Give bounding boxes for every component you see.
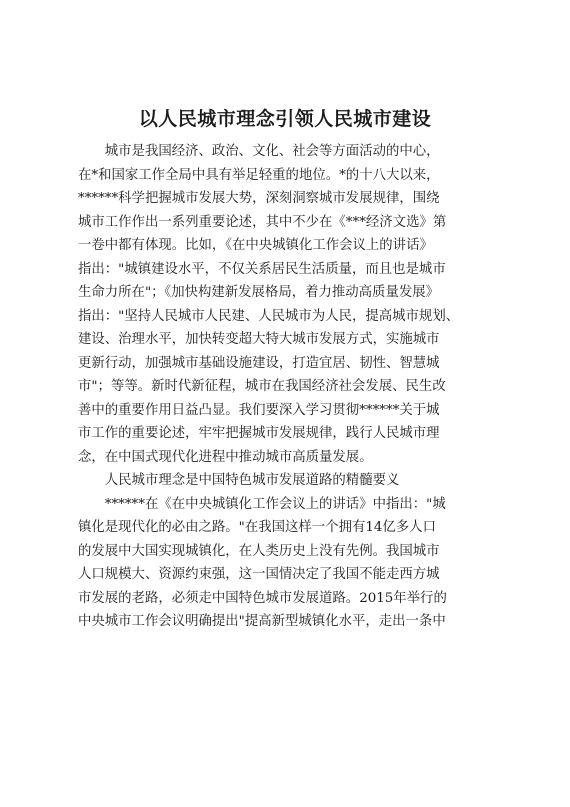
text-line: 指出："城镇建设水平，不仅关系居民生活质量，而且也是城市 [78,261,446,277]
section-heading-line: 人民城市理念是中国特色城市发展道路的精髓要义 [78,473,400,488]
text-line: ******在《在中央城镇化工作会议上的讲话》中指出："城 [78,496,446,512]
text-line: 人口规模大、资源约束强，这一国情决定了我国不能走西方城 [78,567,440,582]
document-title: 以人民城市理念引领人民城市建设 [138,108,432,130]
section-heading [78,469,502,493]
text-line: 市"；等等。新时代新征程，城市在我国经济社会发展、民生改 [78,379,446,394]
text-line: 建设、治理水平，加快转变超大特大城市发展方式，实施城市 [78,332,440,347]
text-line: 的发展中大国实现城镇化，在人类历史上没有先例。我国城市 [78,543,440,559]
text-line: 善中的重要作用日益凸显。我们要深入学习贯彻******关于城 [78,402,440,418]
document-body [78,140,502,634]
text-line: 中央城市工作会议明确提出"提高新型城镇化水平，走出一条中 [78,614,446,629]
text-line: ******科学把握城市发展大势，深刻洞察城市发展规律，围绕 [78,191,440,206]
text-line: 生命力所在"；《加快构建新发展格局，着力推动高质量发展》 [78,285,440,300]
text-line: 城市工作作出一系列重要论述，其中不少在《***经济文选》第 [78,214,447,230]
text-line: 镇化是现代化的必由之路。"在我国这样一个拥有14亿多人口 [78,520,436,535]
text-line: 更新行动，加强城市基础设施建设，打造宜居、韧性、智慧城 [78,355,440,371]
text-line: 一卷中都有体现。比如，《在中央城镇化工作会议上的讲话》 [78,238,433,253]
text-line: 市工作的重要论述，牢牢把握城市发展规律，践行人民城市理 [78,426,440,441]
text-line: 念，在中国式现代化进程中推动城市高质量发展。 [78,449,373,465]
text-line: 市发展的老路，必须走中国特色城市发展道路。2015年举行的 [78,590,447,606]
text-line: 城市是我国经济、政治、文化、社会等方面活动的中心， [78,144,440,159]
paragraph-section-1 [78,493,502,634]
text-line: 指出："坚持人民城市人民建、人民城市为人民，提高城市规划、 [78,308,460,324]
paragraph-intro [78,140,502,469]
text-line: 在*和国家工作全局中具有举足轻重的地位。*的十八大以来， [78,167,440,183]
